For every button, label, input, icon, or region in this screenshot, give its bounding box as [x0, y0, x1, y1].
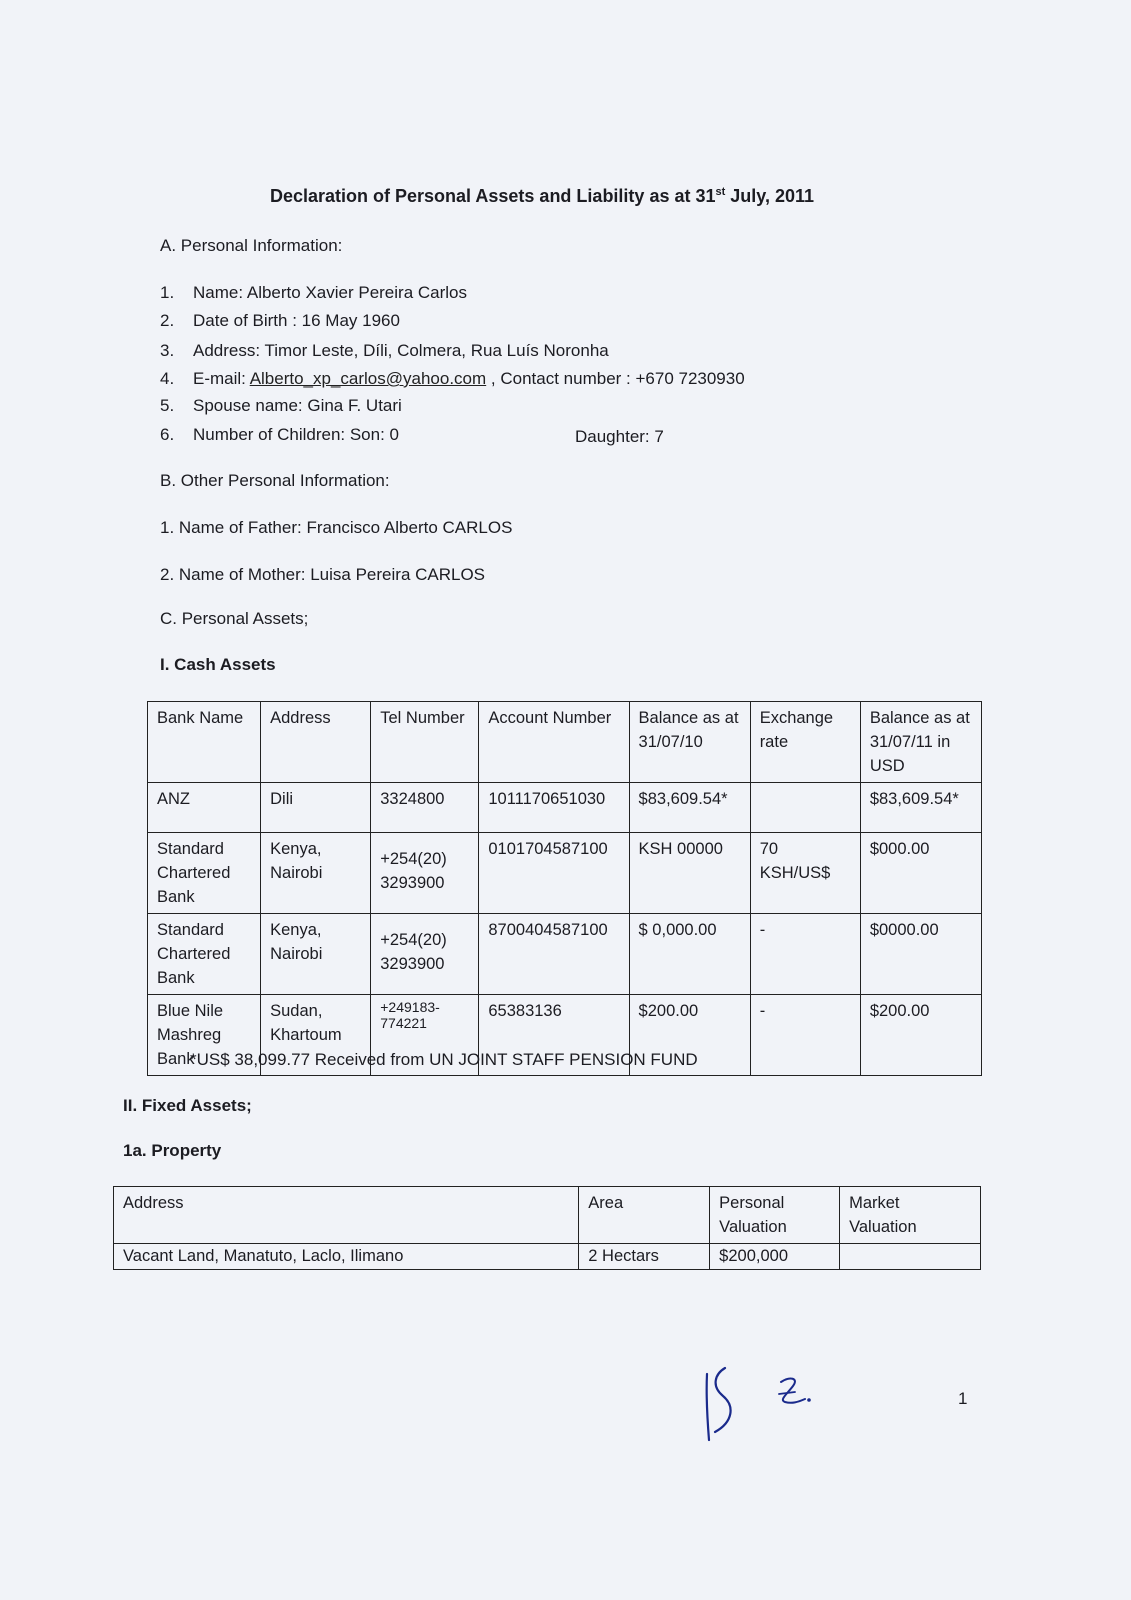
property-heading: 1a. Property: [123, 1141, 222, 1160]
dob-line: Date of Birth : 16 May 1960: [193, 311, 400, 330]
header-cell: Bank Name: [148, 702, 261, 783]
header-cell: Tel Number: [371, 702, 479, 783]
email-line: [193, 369, 745, 389]
other-info-heading: B. Other Personal Information:: [160, 471, 390, 490]
table-cell: Vacant Land, Manatuto, Laclo, Ilimano: [114, 1244, 579, 1270]
table-cell: Standard Chartered Bank: [148, 914, 261, 995]
table-row: [148, 783, 982, 833]
table-cell: 3324800: [371, 783, 479, 833]
table-cell: $0000.00: [860, 914, 981, 995]
table-header-row: [114, 1187, 981, 1244]
info-num: 1.: [160, 283, 175, 302]
table-cell: 8700404587100: [479, 914, 629, 995]
header-cell: Area: [579, 1187, 710, 1244]
header-cell: Market Valuation: [840, 1187, 981, 1244]
table-cell: $83,609.54*: [629, 783, 750, 833]
table-cell: $ 0,000.00: [629, 914, 750, 995]
table-cell: 1011170651030: [479, 783, 629, 833]
table-cell: -: [750, 995, 860, 1076]
email-link[interactable]: Alberto_xp_carlos@yahoo.com: [249, 369, 487, 388]
table-header-row: [148, 702, 982, 783]
address-line: Address: Timor Leste, Díli, Colmera, Rua Luís Noronha: [193, 341, 609, 360]
header-cell: Exchange rate: [750, 702, 860, 783]
table-cell: 65383136: [479, 995, 629, 1076]
table-cell: Dili: [261, 783, 371, 833]
table-cell: $200.00: [629, 995, 750, 1076]
table-cell: $200.00: [860, 995, 981, 1076]
father-name: 1. Name of Father: Francisco Alberto CARLOS: [160, 518, 513, 537]
tel-number: +254(20) 3293900: [380, 931, 447, 973]
table-row: [148, 914, 982, 995]
fixed-assets-heading: II. Fixed Assets;: [123, 1096, 252, 1115]
header-cell: Balance as at 31/07/10: [629, 702, 750, 783]
table-cell: Sudan, Khartoum: [261, 995, 371, 1076]
header-cell: Balance as at 31/07/11 in USD: [860, 702, 981, 783]
table-cell: Standard Chartered Bank: [148, 833, 261, 914]
info-num: 4.: [160, 369, 175, 388]
table-cell: Blue Nile Mashreg Bank: [148, 995, 261, 1076]
spouse-line: Spouse name: Gina F. Utari: [193, 396, 402, 415]
property-table: [113, 1186, 981, 1270]
assets-heading: C. Personal Assets;: [160, 609, 309, 628]
table-cell: $200,000: [710, 1244, 840, 1270]
table-cell: 0101704587100: [479, 833, 629, 914]
table-cell: ANZ: [148, 783, 261, 833]
table-row: [114, 1244, 981, 1270]
children-line: Number of Children: Son: 0: [193, 425, 399, 444]
table-cell: [371, 833, 479, 914]
table-cell: [371, 914, 479, 995]
table-cell: +249183-774221: [371, 995, 479, 1076]
tel-number: +254(20) 3293900: [380, 850, 447, 892]
info-num: 6.: [160, 425, 175, 444]
personal-info-heading: A. Personal Information:: [160, 236, 343, 255]
cash-assets-footnote: *US$ 38,099.77 Received from UN JOINT STAFF PENSION FUND: [190, 1050, 698, 1069]
cash-assets-heading: I. Cash Assets: [160, 655, 276, 674]
table-cell: KSH 00000: [629, 833, 750, 914]
table-cell: 70 KSH/US$: [750, 833, 860, 914]
name-line: Name: Alberto Xavier Pereira Carlos: [193, 283, 468, 302]
contact-number: , Contact number : +670 7230930: [486, 369, 745, 388]
table-cell: 2 Hectars: [579, 1244, 710, 1270]
signature-initials: [695, 1360, 825, 1455]
table-cell: $83,609.54*: [860, 783, 981, 833]
page-number: 1: [958, 1389, 968, 1408]
email-label: E-mail:: [193, 369, 250, 388]
table-cell: Kenya, Nairobi: [261, 914, 371, 995]
table-cell: [840, 1244, 981, 1270]
info-num: 5.: [160, 396, 175, 415]
table-cell: Kenya, Nairobi: [261, 833, 371, 914]
table-cell: $000.00: [860, 833, 981, 914]
header-cell: Address: [114, 1187, 579, 1244]
info-num: 3.: [160, 341, 175, 360]
table-row: [148, 833, 982, 914]
document-title: Declaration of Personal Assets and Liability as at 31st July, 2011: [270, 186, 815, 206]
table-cell: [750, 783, 860, 833]
daughter-count: Daughter: 7: [575, 427, 664, 446]
header-cell: Address: [261, 702, 371, 783]
header-cell: Account Number: [479, 702, 629, 783]
cash-assets-table: [147, 701, 982, 1076]
header-cell: Personal Valuation: [710, 1187, 840, 1244]
mother-name: 2. Name of Mother: Luisa Pereira CARLOS: [160, 565, 486, 584]
table-cell: -: [750, 914, 860, 995]
info-num: 2.: [160, 311, 175, 330]
